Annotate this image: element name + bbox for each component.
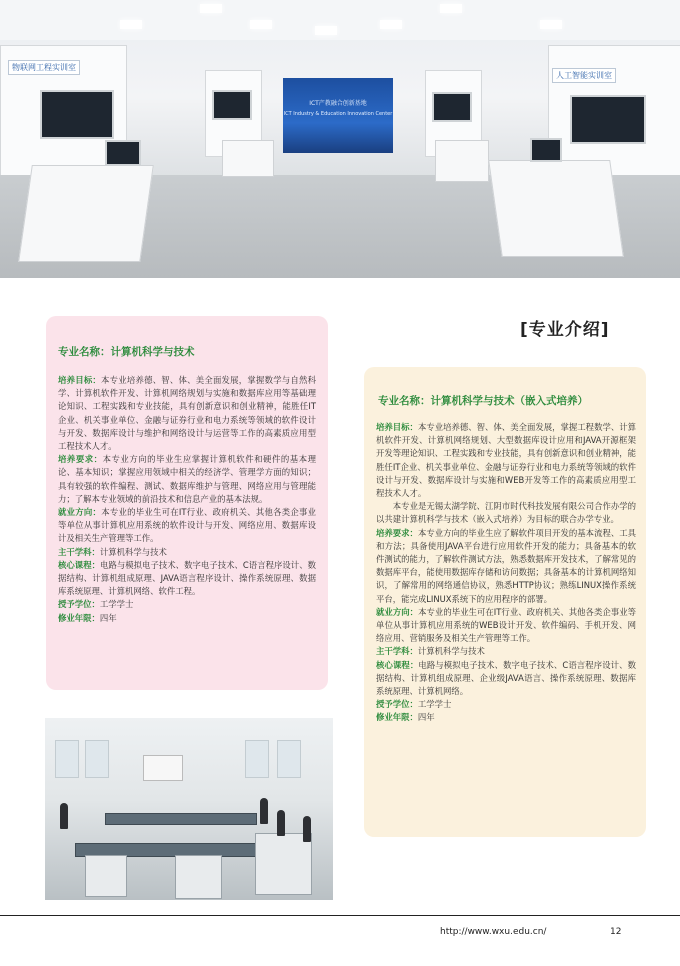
- program-paragraph: 核心课程：电路与模拟电子技术、数字电子技术、C语言程序设计、数据结构、计算机组成原理、企业级JAVA语言、操作系统原理、数据库系统原理、计算机网络。: [376, 659, 636, 697]
- ceiling-light: [380, 20, 402, 29]
- lab-person: [60, 803, 68, 829]
- program-paragraph: 修业年限：四年: [376, 712, 435, 723]
- lab-person: [277, 810, 285, 836]
- exhibit-sign-left: 物联网工程实训室: [8, 60, 80, 75]
- program-body-left: [58, 374, 316, 625]
- lab-window: [277, 740, 301, 778]
- footer-url[interactable]: http://www.wxu.edu.cn/: [440, 927, 547, 937]
- program-paragraph: 本专业是无锡太湖学院、江阴市时代科技发展有限公司合作办学的以共建计算机科学与技术（嵌入式培养）为目标的联合办学专业。: [376, 501, 636, 525]
- exhibit-screen-right: [570, 95, 646, 144]
- lab-photo: [45, 718, 333, 900]
- program-paragraph: 就业方向：本专业的毕业生可在IT行业、政府机关、其他各类企事业等单位从事计算机应用系统的软件设计与开发、网络应用、数据库设计及相关生产管理等工作。: [58, 507, 317, 544]
- exhibit-screen-mid-left: [212, 90, 252, 120]
- lab-window: [55, 740, 79, 778]
- ceiling: [0, 0, 680, 40]
- display-desk-left: [18, 165, 154, 262]
- program-paragraph: 培养要求：本专业方向的毕业生应了解软件项目开发的基本流程、工具和方法；具备使用JAVA平台进行应用软件开发的能力；具备基本的软件测试的能力，了解软件测试方法，熟悉数据库开发技术，了解常见的数据库平台，能使用数据库存储和访问数据；具备基本的计算机网络知识，了解常用的网络通信协议，熟悉HTTP协议；熟练LINUX操作系统平台，能完成LINUX系统下的应用程序的部署。: [376, 527, 636, 604]
- lab-cabinet: [255, 833, 312, 895]
- program-paragraph: 培养要求：本专业方向的毕业生应掌握计算机软件和硬件的基本理论、基本知识；掌握应用领域中相关的经济学、管理学方面的知识；具有较强的软件编程、测试、数据库维护与管理、网络应用与管理能力；了解本专业领域的前沿技术和信息产业的基本法规。: [58, 454, 317, 504]
- program-paragraph: 就业方向：本专业的毕业生可在IT行业、政府机关、其他各类企事业等单位从事计算机应用系统的WEB设计开发、软件编码、手机开发、网络应用、营销服务及相关生产管理等工作。: [376, 606, 637, 644]
- section-title: [专业介绍]: [520, 320, 610, 340]
- program-paragraph: 修业年限：四年: [58, 612, 117, 623]
- laptop-left: [105, 140, 141, 166]
- lab-bench: [105, 813, 257, 825]
- exhibit-screen-left: [40, 90, 114, 139]
- showroom-photo: [0, 0, 680, 278]
- program-paragraph: 培养目标：本专业培养德、智、体、美全面发展，掌握数学与自然科学、计算机软件开发、计算机网络规划与实施和数据库应用等基础理论知识、工程实践和专业技能，具有创新意识和创业精神，能胜任IT企业、机关事业单位、金融与证券行业和电力系统等领域的软件设计与开发、数据库设计与维护和网络设计与运营等工作的高素质应用型工程技术人才。: [58, 375, 317, 452]
- banner-screen: [283, 78, 393, 153]
- ceiling-light: [540, 20, 562, 29]
- banner-subtitle: ICT Industry & Education Innovation Center: [283, 111, 393, 117]
- lab-cabinet: [85, 855, 127, 897]
- program-paragraph: 授予学位：工学学士: [58, 599, 134, 610]
- lab-window: [245, 740, 269, 778]
- program-body-right: [376, 421, 636, 725]
- display-desk-mid-left: [222, 140, 274, 177]
- ceiling-light: [315, 26, 337, 35]
- lab-cabinet: [175, 855, 222, 899]
- program-paragraph: 授予学位：工学学士: [376, 699, 452, 710]
- lab-person: [303, 816, 311, 842]
- page-number: 12: [610, 927, 622, 937]
- ceiling-light: [250, 20, 272, 29]
- program-card-left: [46, 316, 328, 690]
- program-paragraph: 核心课程：电路与模拟电子技术、数字电子技术、C语言程序设计、数据结构、计算机组成原理、JAVA语言程序设计、操作系统原理、数据库系统原理、计算机网络、软件工程。: [58, 559, 316, 597]
- lab-person: [260, 798, 268, 824]
- ceiling-light: [440, 4, 462, 13]
- ceiling-light: [200, 4, 222, 13]
- display-desk-right: [488, 160, 624, 257]
- program-paragraph: 主干学科：计算机科学与技术: [58, 546, 167, 557]
- program-card-right: [364, 367, 646, 837]
- ceiling-light: [120, 20, 142, 29]
- footer-divider: [0, 915, 680, 916]
- laptop-right: [530, 138, 562, 162]
- banner-title: ICT产教融合创新基地: [309, 100, 367, 107]
- program-paragraph: 主干学科：计算机科学与技术: [376, 646, 485, 657]
- display-desk-mid-right: [435, 140, 489, 182]
- exhibit-screen-mid-right: [432, 92, 472, 122]
- program-paragraph: 培养目标：本专业培养德、智、体、美全面发展，掌握工程数学、计算机软件开发、计算机网络规划、大型数据库设计应用和JAVA开源框架开发等理论知识、工程实践和专业技能，具有创新意识和创业精神，能胜任IT企业、机关事业单位、金融与证券行业和电力系统等领域的软件设计与开发、数据库设计与实施和WEB开发等工作的高素质应用型工程技术人才。: [376, 422, 636, 499]
- lab-window: [85, 740, 109, 778]
- program-title-right: 专业名称：计算机科学与技术（嵌入式培养）: [378, 395, 588, 407]
- lab-whiteboard: [143, 755, 183, 781]
- program-title-left: 专业名称：计算机科学与技术: [58, 346, 195, 358]
- exhibit-sign-right: 人工智能实训室: [552, 68, 616, 83]
